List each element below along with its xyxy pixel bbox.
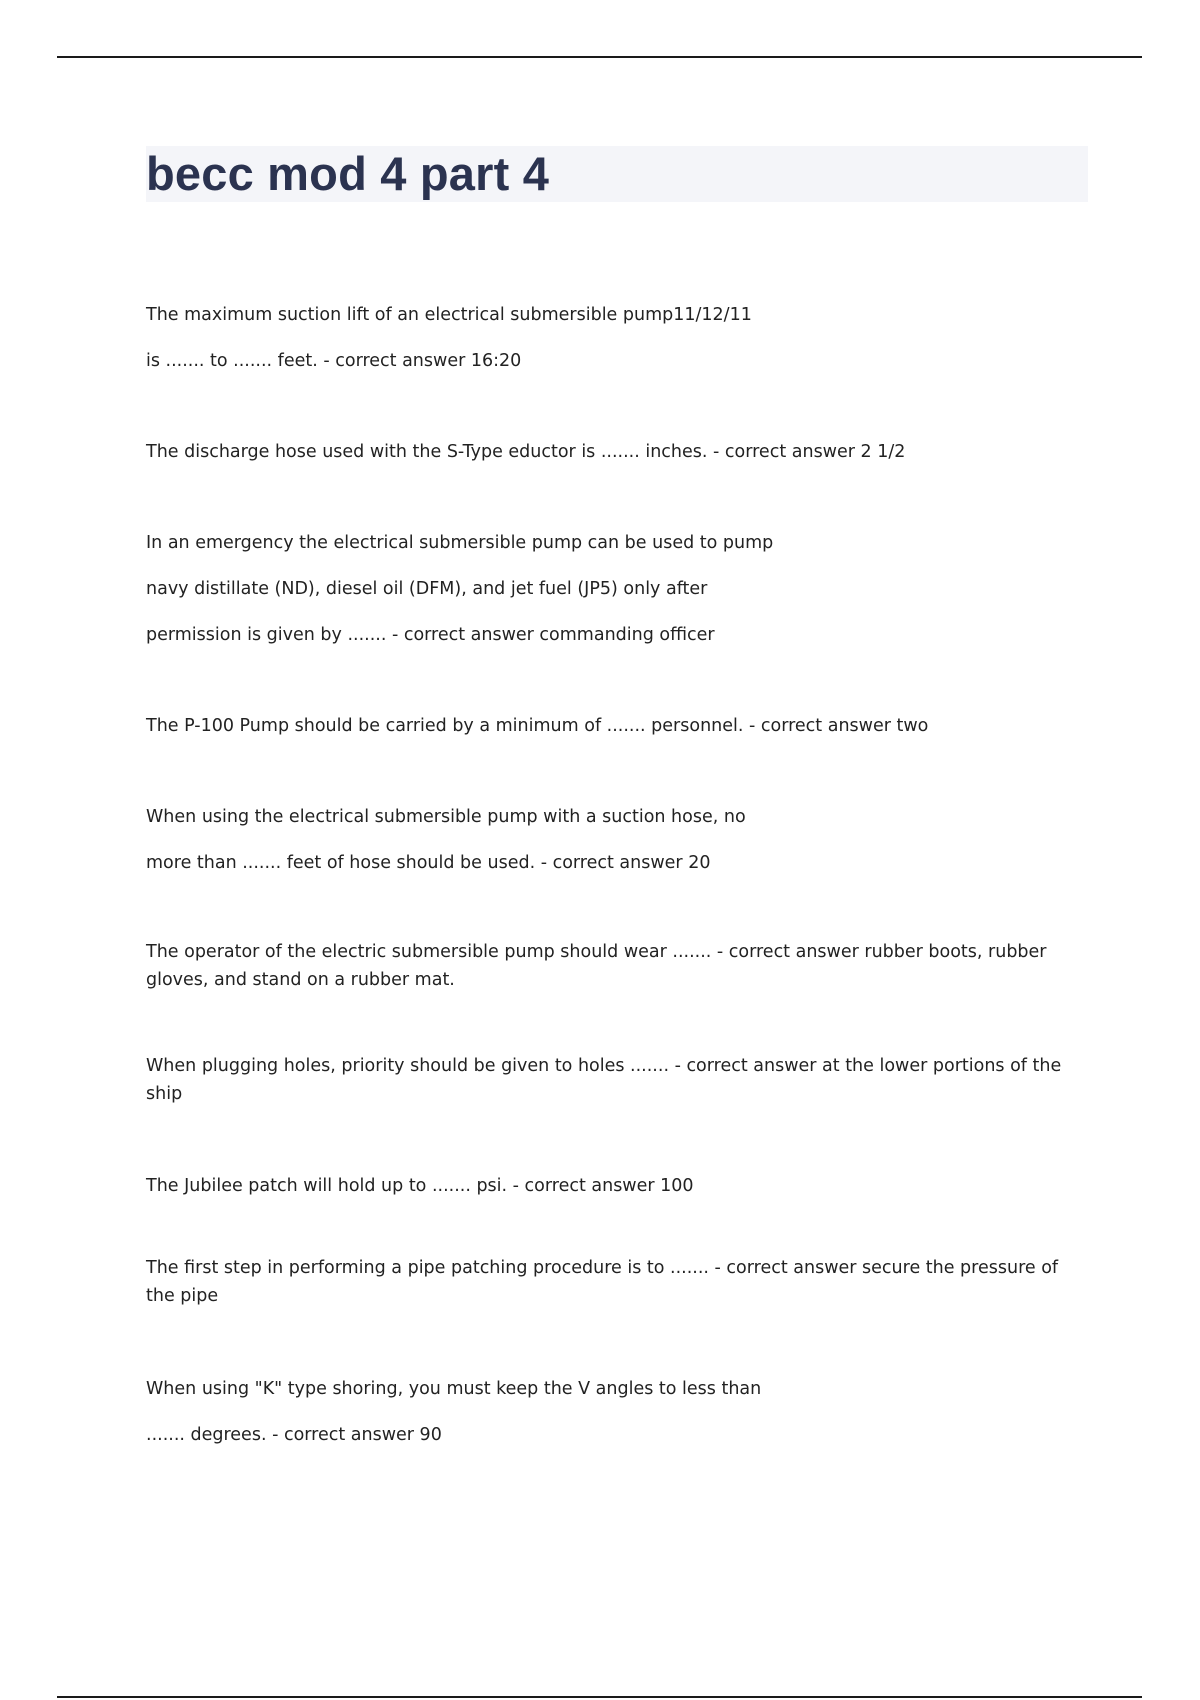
card-text: The first step in performing a pipe patching procedure is to ....... - correct answer secure the pressure of the pipe bbox=[146, 1258, 1059, 1306]
card-text-line: more than ....... feet of hose should be used. - correct answer 20 bbox=[146, 853, 711, 873]
flashcard-item bbox=[146, 938, 1086, 994]
card-text-line: permission is given by ....... - correct answer commanding officer bbox=[146, 625, 715, 645]
card-text-line: The discharge hose used with the S-Type eductor is ....... inches. - correct answer 2 1/2 bbox=[146, 442, 906, 462]
card-text-line: In an emergency the electrical submersible pump can be used to pump bbox=[146, 533, 774, 553]
flashcard-item bbox=[146, 1366, 1086, 1458]
card-text-line: The P-100 Pump should be carried by a minimum of ....... personnel. - correct answer two bbox=[146, 716, 929, 736]
flashcard-list bbox=[146, 292, 1086, 1458]
top-divider bbox=[57, 56, 1142, 58]
card-text: When plugging holes, priority should be given to holes ....... - correct answer at the lower portions of the ship bbox=[146, 1056, 1062, 1104]
flashcard-item bbox=[146, 703, 1086, 749]
flashcard-item bbox=[146, 1052, 1086, 1108]
flashcard-item bbox=[146, 520, 1086, 658]
flashcard-item bbox=[146, 794, 1086, 886]
card-text-line: When using the electrical submersible pump with a suction hose, no bbox=[146, 807, 746, 827]
card-text-line: The Jubilee patch will hold up to ....... psi. - correct answer 100 bbox=[146, 1176, 694, 1196]
flashcard-item bbox=[146, 429, 1086, 475]
bottom-divider bbox=[57, 1696, 1142, 1698]
flashcard-item bbox=[146, 1163, 1086, 1209]
flashcard-item bbox=[146, 1254, 1086, 1310]
card-text-line: When using "K" type shoring, you must keep the V angles to less than bbox=[146, 1379, 762, 1399]
card-text-line: is ....... to ....... feet. - correct answer 16:20 bbox=[146, 351, 522, 371]
card-text: The operator of the electric submersible pump should wear ....... - correct answer rubber boots, rubber gloves, and stand on a rubber mat. bbox=[146, 942, 1047, 990]
page-title: becc mod 4 part 4 bbox=[146, 147, 550, 200]
flashcard-item bbox=[146, 292, 1086, 384]
card-text-line: The maximum suction lift of an electrical submersible pump11/12/11 bbox=[146, 305, 752, 325]
card-text-line: navy distillate (ND), diesel oil (DFM), and jet fuel (JP5) only after bbox=[146, 579, 708, 599]
card-text-line: ....... degrees. - correct answer 90 bbox=[146, 1425, 442, 1445]
